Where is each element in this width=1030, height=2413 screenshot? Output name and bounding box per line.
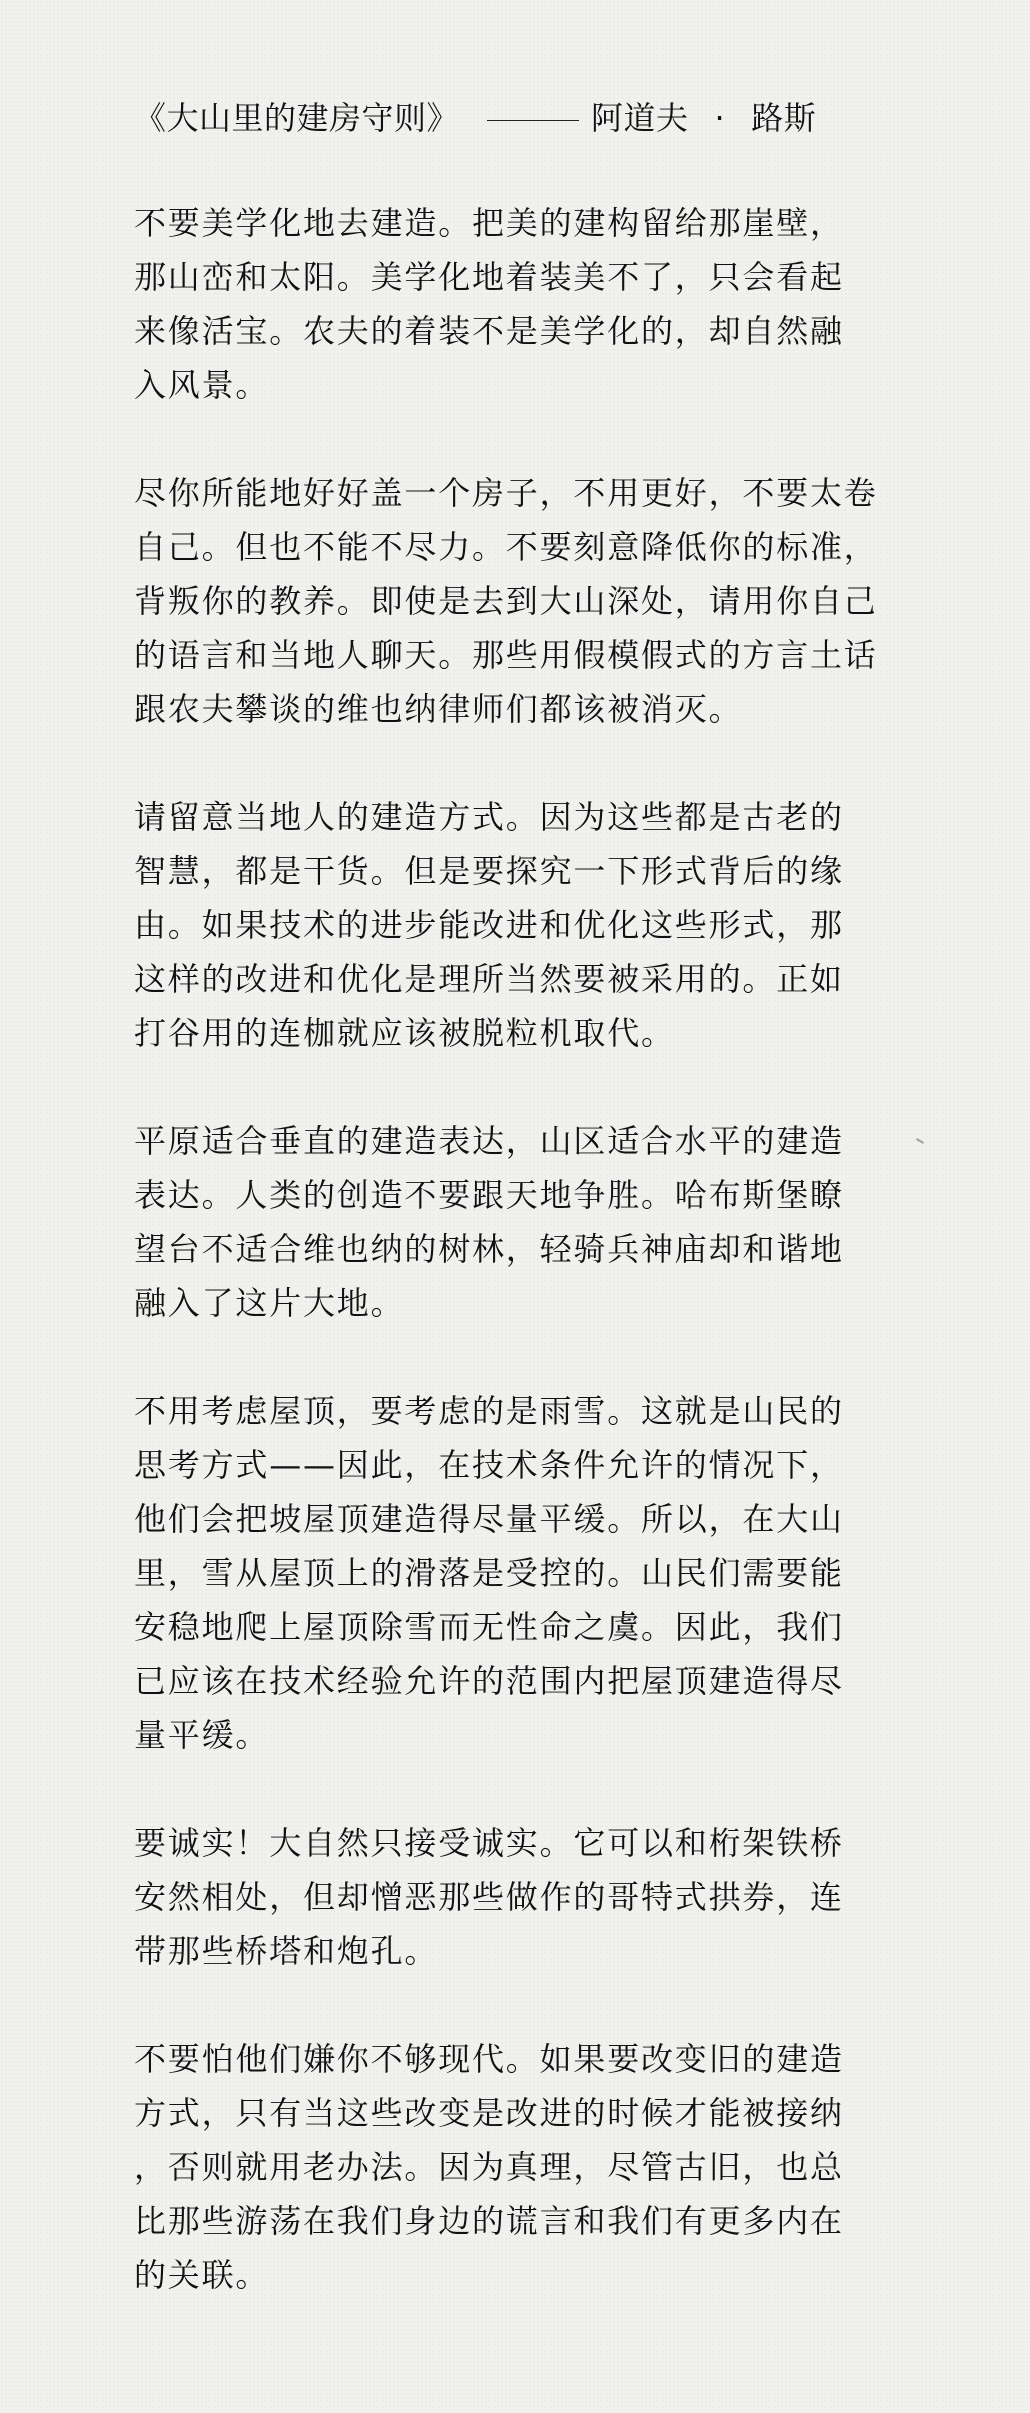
paragraph-3 bbox=[134, 790, 972, 1060]
text-line: 方式，只有当这些改变是改进的时候才能被接纳 bbox=[134, 2094, 844, 2132]
text-line: 融入了这片大地。 bbox=[134, 1284, 405, 1322]
text-line: 尽你所能地好好盖一个房子，不用更好，不要太卷 bbox=[134, 474, 878, 512]
text-line: 平原适合垂直的建造表达，山区适合水平的建造 bbox=[134, 1122, 844, 1160]
text-line: 要诚实！大自然只接受诚实。它可以和桁架铁桥 bbox=[134, 1824, 844, 1862]
text-line: ，否则就用老办法。因为真理，尽管古旧，也总 bbox=[134, 2148, 844, 2186]
text-line: 表达。人类的创造不要跟天地争胜。哈布斯堡瞭 bbox=[134, 1176, 844, 1214]
paragraph-2 bbox=[134, 466, 972, 736]
paragraph-5 bbox=[134, 1384, 972, 1762]
text-line: 跟农夫攀谈的维也纳律师们都该被消灭。 bbox=[134, 690, 743, 728]
text-line: 里，雪从屋顶上的滑落是受控的。山民们需要能 bbox=[134, 1554, 844, 1592]
text-line: 由。如果技术的进步能改进和优化这些形式，那 bbox=[134, 906, 844, 944]
text-line: 入风景。 bbox=[134, 366, 270, 404]
text-line: 他们会把坡屋顶建造得尽量平缓。所以，在大山 bbox=[134, 1500, 844, 1538]
text-line: 带那些桥塔和炮孔。 bbox=[134, 1932, 439, 1970]
text-line: 安然相处，但却憎恶那些做作的哥特式拱券，连 bbox=[134, 1878, 844, 1916]
text-line: 比那些游荡在我们身边的谎言和我们有更多内在 bbox=[134, 2202, 844, 2240]
paragraph-6 bbox=[134, 1816, 972, 1978]
book-title: 《大山里的建房守则》 bbox=[134, 99, 460, 137]
text-line: 来像活宝。农夫的着装不是美学化的，却自然融 bbox=[134, 312, 844, 350]
text-line: 背叛你的教养。即使是去到大山深处，请用你自己 bbox=[134, 582, 878, 620]
text-line: 请留意当地人的建造方式。因为这些都是古老的 bbox=[134, 798, 844, 836]
text-line: 那山峦和太阳。美学化地着装美不了，只会看起 bbox=[134, 258, 844, 296]
text-line: 不要美学化地去建造。把美的建构留给那崖壁， bbox=[134, 204, 844, 242]
text-line: 安稳地爬上屋顶除雪而无性命之虞。因此，我们 bbox=[134, 1608, 844, 1646]
text-line: 不要怕他们嫌你不够现代。如果要改变旧的建造 bbox=[134, 2040, 844, 2078]
text-line: 望台不适合维也纳的树林，轻骑兵神庙却和谐地 bbox=[134, 1230, 844, 1268]
paragraph-4 bbox=[134, 1114, 972, 1330]
text-line: 量平缓。 bbox=[134, 1716, 270, 1754]
text-line: 自己。但也不能不尽力。不要刻意降低你的标准， bbox=[134, 528, 878, 566]
paragraph-1 bbox=[134, 196, 972, 412]
document-title bbox=[134, 88, 972, 148]
text-line: 的关联。 bbox=[134, 2256, 270, 2294]
author-family-name: 路斯 bbox=[751, 99, 817, 137]
text-line: 打谷用的连枷就应该被脱粒机取代。 bbox=[134, 1014, 675, 1052]
text-line: 思考方式——因此，在技术条件允许的情况下， bbox=[134, 1446, 844, 1484]
em-dash-separator bbox=[487, 120, 579, 121]
text-line: 这样的改进和优化是理所当然要被采用的。正如 bbox=[134, 960, 844, 998]
text-line: 的语言和当地人聊天。那些用假模假式的方言土话 bbox=[134, 636, 878, 674]
text-line: 已应该在技术经验允许的范围内把屋顶建造得尽 bbox=[134, 1662, 844, 1700]
author-given-name: 阿道夫 bbox=[591, 99, 689, 137]
name-separator-dot: · bbox=[714, 99, 726, 137]
text-line: 不用考虑屋顶，要考虑的是雨雪。这就是山民的 bbox=[134, 1392, 844, 1430]
paragraph-7 bbox=[134, 2032, 972, 2302]
text-line: 智慧，都是干货。但是要探究一下形式背后的缘 bbox=[134, 852, 844, 890]
